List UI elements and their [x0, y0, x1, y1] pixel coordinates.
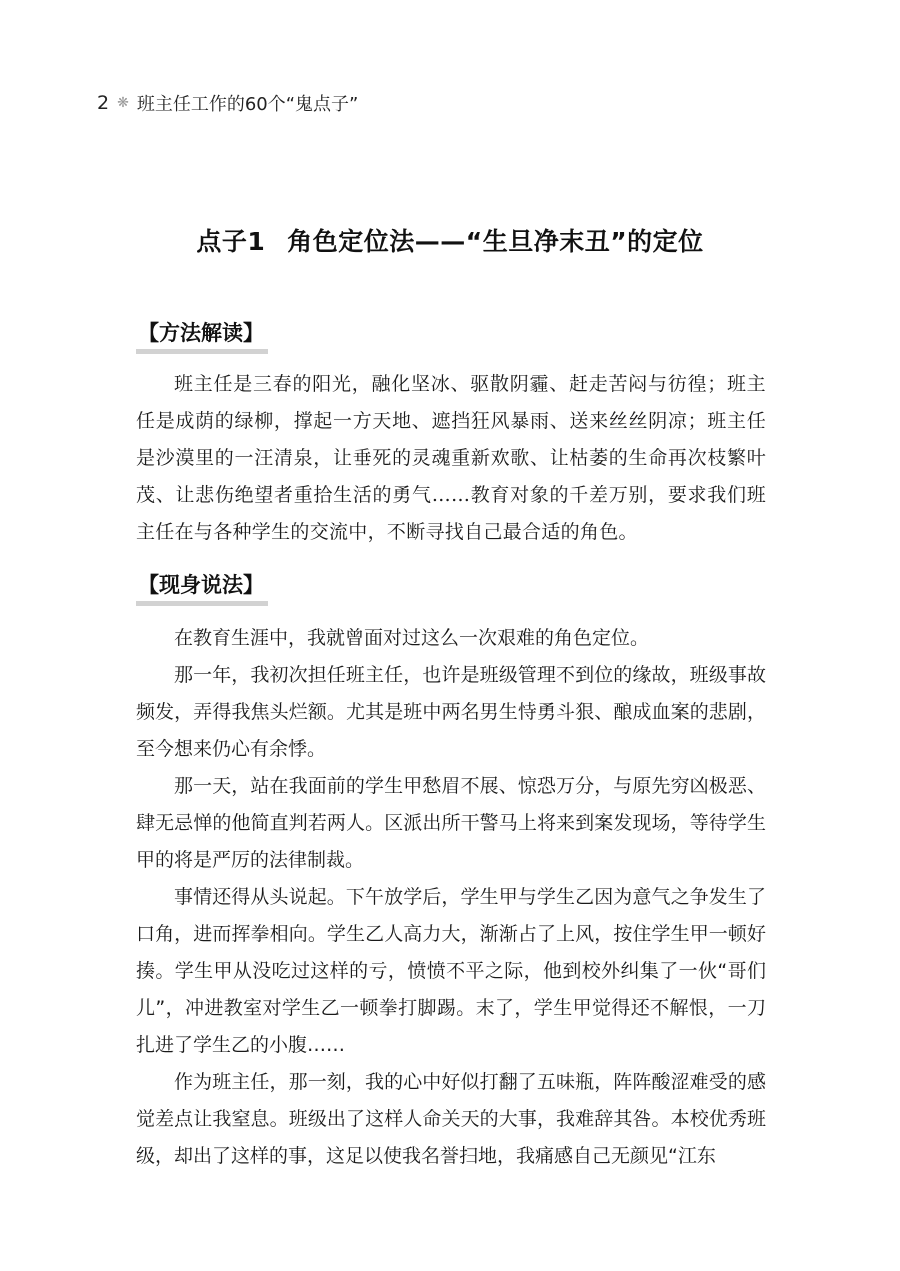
section-heading-label: 【现身说法】	[138, 573, 264, 597]
chapter-title	[0, 222, 900, 258]
page-number: 2	[97, 92, 110, 114]
chapter-number: 点子1	[196, 227, 266, 256]
method-paragraph: 班主任是三春的阳光，融化坚冰、驱散阴霾、赶走苦闷与彷徨；班主任是成荫的绿柳，撑起一方天地、遮挡狂风暴雨、送来丝丝阴凉；班主任是沙漠里的一汪清泉，让垂死的灵魂重新欢歌、让枯萎的生命再次枝繁叶茂、让悲伤绝望者重拾生活的勇气……教育对象的千差万别，要求我们班主任在与各种学生的交流中，不断寻找自己最合适的角色。	[136, 373, 766, 543]
story-paragraph: 在教育生涯中，我就曾面对过这么一次艰难的角色定位。	[174, 627, 650, 649]
heading-underline	[136, 601, 268, 606]
book-title: 班主任工作的60个“鬼点子”	[136, 94, 359, 115]
ornament-icon: ❋	[117, 95, 129, 111]
running-header	[97, 88, 358, 118]
chapter-title-text: 角色定位法——“生旦净末丑”的定位	[287, 227, 704, 256]
story-paragraph: 那一年，我初次担任班主任，也许是班级管理不到位的缘故，班级事故频发，弄得我焦头烂额。尤其是班中两名男生恃勇斗狠、酿成血案的悲剧，至今想来仍心有余悸。	[136, 664, 766, 760]
story-paragraph: 事情还得从头说起。下午放学后，学生甲与学生乙因为意气之争发生了口角，进而挥拳相向。学生乙人高力大，渐渐占了上风，按住学生甲一顿好揍。学生甲从没吃过这样的亏，愤愤不平之际，他到校外纠集了一伙“哥们儿”，冲进教室对学生乙一顿拳打脚踢。末了，学生甲觉得还不解恨，一刀扎进了学生乙的小腹……	[136, 886, 766, 1056]
heading-underline	[136, 349, 268, 354]
section-heading-label: 【方法解读】	[138, 321, 264, 345]
story-paragraph: 作为班主任，那一刻，我的心中好似打翻了五味瓶，阵阵酸涩难受的感觉差点让我窒息。班级出了这样人命关天的大事，我难辞其咎。本校优秀班级，却出了这样的事，这足以使我名誉扫地，我痛感自己无颜见“江东	[136, 1071, 766, 1167]
section-heading-method	[136, 318, 266, 354]
section-heading-story	[136, 570, 266, 606]
story-paragraph: 那一天，站在我面前的学生甲愁眉不展、惊恐万分，与原先穷凶极恶、肆无忌惮的他简直判若两人。区派出所干警马上将来到案发现场，等待学生甲的将是严厉的法律制裁。	[136, 775, 766, 871]
